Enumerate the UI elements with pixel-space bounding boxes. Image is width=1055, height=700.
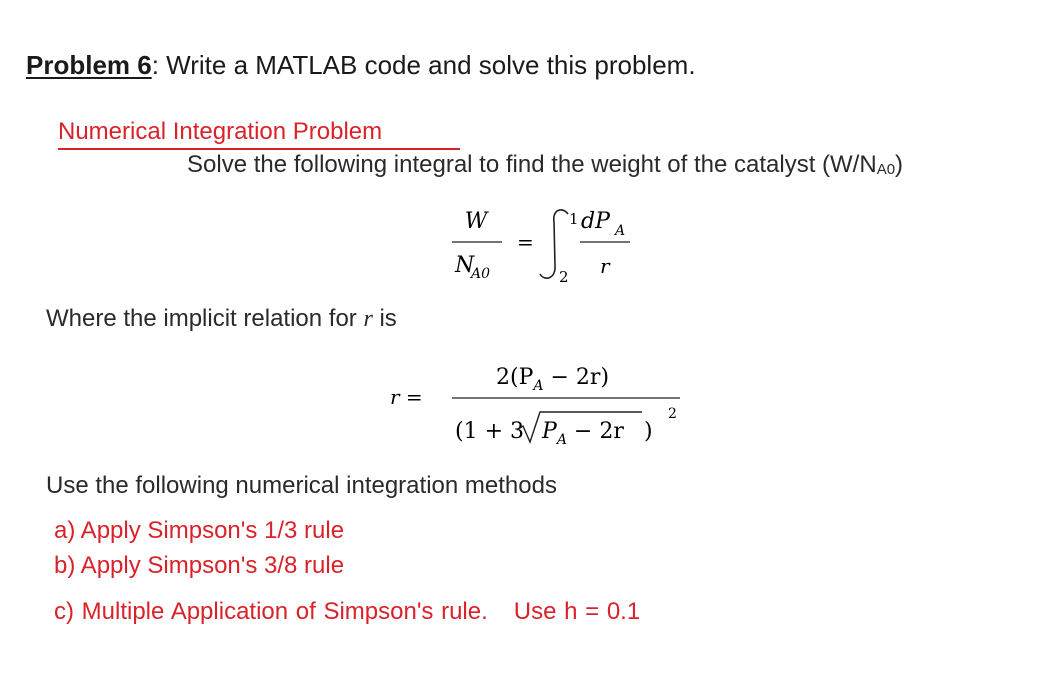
where-line bbox=[46, 305, 397, 333]
where-text: Where the implicit relation for bbox=[46, 305, 364, 332]
where-var: r bbox=[363, 306, 373, 332]
eq1-denominator-base: N bbox=[455, 253, 475, 278]
where-after: is bbox=[372, 305, 397, 332]
solve-subscript: A0 bbox=[876, 161, 896, 178]
eq2-den-open: (1 + 3 bbox=[455, 419, 524, 444]
eq1-integrand-denominator: r bbox=[600, 254, 610, 278]
section-title: Numerical Integration Problem bbox=[58, 118, 383, 145]
eq2-num-open: 2(P bbox=[496, 365, 534, 390]
svg-text:2(PA − 2r) bbox=[496, 365, 609, 394]
solve-instruction bbox=[187, 151, 903, 179]
eq1-integrand-numerator: dP bbox=[581, 209, 610, 234]
eq1-upper-limit: 1 bbox=[569, 210, 579, 228]
eq2-exponent: 2 bbox=[668, 406, 677, 422]
eq2-numerator bbox=[496, 365, 609, 394]
method-c bbox=[54, 598, 640, 626]
problem-label: Problem 6 bbox=[26, 50, 152, 80]
eq2-lhs: r = bbox=[390, 385, 423, 409]
problem-header bbox=[26, 50, 696, 81]
solve-text: Solve the following integral to find the weight of the catalyst (W/N bbox=[187, 151, 877, 178]
eq2-num-sub: A bbox=[533, 378, 544, 394]
eq2-radicand: P bbox=[542, 419, 557, 444]
solve-close: ) bbox=[895, 151, 904, 178]
eq1-denominator-sub: A0 bbox=[471, 266, 491, 282]
eq2-radicand-rest: − 2r bbox=[566, 419, 624, 444]
implicit-relation-equation bbox=[380, 352, 700, 457]
svg-text:PA − 2r bbox=[541, 419, 624, 448]
eq1-equals: = bbox=[517, 230, 534, 254]
method-b: b) Apply Simpson's 3/8 rule bbox=[54, 552, 345, 579]
method-a: a) Apply Simpson's 1/3 rule bbox=[54, 517, 345, 544]
integral-equation bbox=[440, 196, 660, 296]
method-c-text: c) Multiple Application of Simpson's rule. bbox=[54, 598, 488, 625]
eq1-integrand-numerator-sub: A bbox=[615, 223, 626, 239]
method-c-step: Use h = 0.1 bbox=[513, 598, 641, 625]
eq1-lower-limit: 2 bbox=[559, 268, 569, 286]
section-title-underline bbox=[58, 148, 460, 150]
eq2-radicand-sub: A bbox=[556, 432, 567, 448]
eq2-num-rest: − 2r) bbox=[543, 365, 610, 390]
eq1-numerator: W bbox=[464, 209, 488, 234]
methods-intro: Use the following numerical integration methods bbox=[46, 472, 557, 499]
eq2-den-close: ) bbox=[644, 419, 653, 444]
problem-statement: : Write a MATLAB code and solve this problem. bbox=[151, 50, 696, 80]
